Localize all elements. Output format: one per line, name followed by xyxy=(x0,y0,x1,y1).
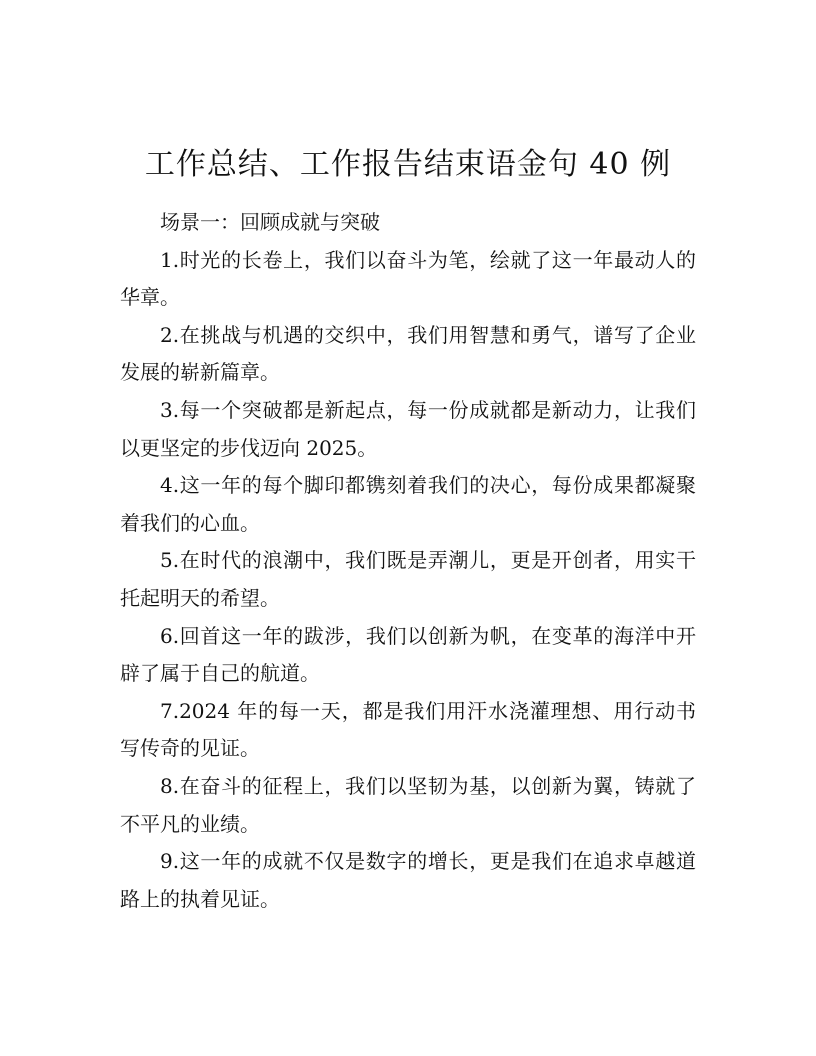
list-item: 7.2024 年的每一天，都是我们用汗水浇灌理想、用行动书写传奇的见证。 xyxy=(120,698,696,761)
list-item: 8.在奋斗的征程上，我们以坚韧为基，以创新为翼，铸就了不平凡的业绩。 xyxy=(120,773,696,836)
section-heading: 场景一：回顾成就与突破 xyxy=(160,210,380,234)
document-body xyxy=(120,204,696,918)
list-item: 6.回首这一年的跋涉，我们以创新为帆，在变革的海洋中开辟了属于自己的航道。 xyxy=(120,623,696,686)
document-title: 工作总结、工作报告结束语金句 40 例 xyxy=(144,147,672,182)
list-item: 9.这一年的成就不仅是数字的增长，更是我们在追求卓越道路上的执着见证。 xyxy=(120,849,696,911)
list-item: 2.在挑战与机遇的交织中，我们用智慧和勇气，谱写了企业发展的崭新篇章。 xyxy=(120,322,696,385)
list-item: 5.在时代的浪潮中，我们既是弄潮儿，更是开创者，用实干托起明天的希望。 xyxy=(120,548,696,610)
list-item: 3.每一个突破都是新起点，每一份成就都是新动力，让我们以更坚定的步伐迈向 2025。 xyxy=(120,397,696,460)
list-item: 4.这一年的每个脚印都镌刻着我们的决心，每份成果都凝聚着我们的心血。 xyxy=(120,473,696,535)
list-item: 1.时光的长卷上，我们以奋斗为笔，绘就了这一年最动人的华章。 xyxy=(120,247,696,310)
